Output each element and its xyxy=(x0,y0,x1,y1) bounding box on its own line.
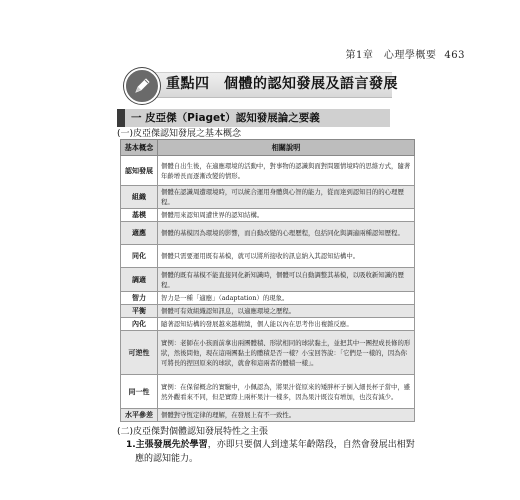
concept-cell: 平衡 xyxy=(121,305,158,318)
description-cell: 個體只需要運用既有基模，就可以將所接收的訊息納入其認知結構中。 xyxy=(158,245,415,268)
section-heading xyxy=(117,109,390,127)
concept-cell: 同化 xyxy=(121,245,158,268)
table-row xyxy=(121,222,415,245)
concept-cell: 智力 xyxy=(121,292,158,305)
table-row xyxy=(121,409,415,422)
chapter-title: 第1章 心理學概要 xyxy=(345,50,437,61)
table-row xyxy=(121,318,415,331)
concept-cell: 組織 xyxy=(121,186,158,209)
page-header xyxy=(0,46,465,61)
description-cell: 個體用來認知周遭世界的認知結構。 xyxy=(158,209,415,222)
pencil-icon xyxy=(124,68,160,104)
column-header-concept: 基本概念 xyxy=(121,140,158,156)
subsection-heading-2: (二)皮亞傑對個體認知發展特性之主張 xyxy=(117,427,269,437)
list-item xyxy=(126,437,415,450)
description-cell: 個體的基模因為環境的影響，而自動改變的心理歷程，包括同化與調適兩種認知歷程。 xyxy=(158,222,415,245)
page-number: 463 xyxy=(444,50,465,61)
table-row xyxy=(121,245,415,268)
table-row xyxy=(121,331,415,375)
description-cell: 個體的既有基模不能直接同化新知識時，個體可以自動調整其基模，以吸收新知識的歷程。 xyxy=(158,268,415,292)
list-item-label: 1.主張發展先於學習 xyxy=(126,440,208,450)
table-row xyxy=(121,209,415,222)
description-cell: 實例：在保留概念的實驗中，小佩認為，將果汁從原來的矮胖杯子倒入細長杯子當中，雖然外觀看來不同，但是實際上兩杯果汁一樣多，因為果汁既沒有增加，也沒有減少。 xyxy=(158,375,415,409)
concept-cell: 水平參差 xyxy=(121,409,158,422)
concept-cell: 內化 xyxy=(121,318,158,331)
description-cell: 個體在認識周遭環境時，可以統合運用身體與心智的能力，從而達到認知目的的心理歷程。 xyxy=(158,186,415,209)
concept-cell: 適應 xyxy=(121,222,158,245)
concept-cell: 基模 xyxy=(121,209,158,222)
concept-table xyxy=(120,139,415,422)
topic-banner xyxy=(122,68,398,100)
section-title: 一 皮亞傑（Piaget）認知發展論之要義 xyxy=(131,112,320,124)
table-row xyxy=(121,186,415,209)
description-cell: 個體自出生後，在適應環境的活動中，對事物的認識與面對問題情境時的思維方式，隨著年齡增長而逐漸改變的情形。 xyxy=(158,156,415,186)
table-row xyxy=(121,292,415,305)
description-cell: 個體可有效組織認知訊息，以適應環境之歷程。 xyxy=(158,305,415,318)
description-cell: 個體對守恆定律的理解，在發展上有不一致性。 xyxy=(158,409,415,422)
description-cell: 隨著認知結構的發展越來越精緻，個人能以內在思考作出複雜反應。 xyxy=(158,318,415,331)
description-cell: 智力是一種「適應」（adaptation）的現象。 xyxy=(158,292,415,305)
column-header-description: 相關說明 xyxy=(158,140,415,156)
concept-cell: 調適 xyxy=(121,268,158,292)
concept-cell: 同一性 xyxy=(121,375,158,409)
subsection-heading-1: (一)皮亞傑認知發展之基本概念 xyxy=(117,129,242,139)
table-row xyxy=(121,156,415,186)
table-row xyxy=(121,375,415,409)
description-cell: 實例：老師在小孩面前拿出兩團體積、形狀相同的球狀黏土，並把其中一團捏成長條的形狀，然後問他，現在這兩團黏土的體積是否一樣？小宝回答說：「它們是一樣的，因為你可將長的捏回原來的球狀，就會和這兩者的體積一樣」。 xyxy=(158,331,415,375)
table-row xyxy=(121,305,415,318)
table-row xyxy=(121,268,415,292)
concept-cell: 可逆性 xyxy=(121,331,158,375)
table-header-row xyxy=(121,140,415,156)
list-item-text: ，亦即只要個人到達某年齡階段，自然會發展出相對 xyxy=(207,440,415,450)
list-item-continuation: 應的認知能力。 xyxy=(135,454,199,464)
banner-title: 重點四 個體的認知發展及語言發展 xyxy=(166,76,398,92)
concept-cell: 認知發展 xyxy=(121,156,158,186)
